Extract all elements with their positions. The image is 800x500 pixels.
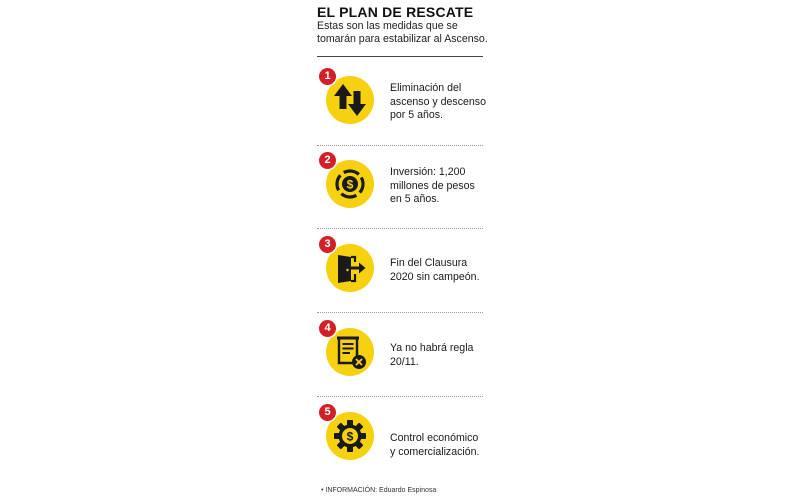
item-divider xyxy=(317,228,483,229)
item-text: Ya no habrá regla 20/11. xyxy=(390,342,474,368)
cancelled-document-icon xyxy=(326,328,374,376)
item-icon-circle xyxy=(326,412,374,460)
item-text: Control económico y comercialización. xyxy=(390,432,480,458)
item-divider xyxy=(317,145,483,146)
item-divider xyxy=(317,396,483,397)
money-circle-icon xyxy=(326,160,374,208)
exit-door-icon xyxy=(326,244,374,292)
measure-item-5 xyxy=(315,400,487,484)
item-text: Fin del Clausura 2020 sin campeón. xyxy=(390,257,480,283)
item-icon-circle xyxy=(326,244,374,292)
item-number-badge: 1 xyxy=(319,68,336,85)
item-number-badge: 3 xyxy=(319,236,336,253)
infographic-panel xyxy=(315,0,487,500)
infographic-title: EL PLAN DE RESCATE xyxy=(317,4,474,20)
item-number-badge: 4 xyxy=(319,320,336,337)
source-credit: • INFORMACIÓN: Eduardo Espinosa xyxy=(321,487,437,494)
item-number-badge: 5 xyxy=(319,404,336,421)
measure-item-1 xyxy=(315,64,487,148)
svg-text:$: $ xyxy=(346,429,354,444)
item-number-badge: 2 xyxy=(319,152,336,169)
infographic-subtitle: Estas son las medidas que se tomarán para estabilizar al Ascenso. xyxy=(317,20,488,45)
measure-item-4 xyxy=(315,316,487,400)
item-text: Eliminación del ascenso y descenso por 5 años. xyxy=(390,82,486,121)
up-down-arrows-icon xyxy=(326,76,374,124)
item-text: Inversión: 1,200 millones de pesos en 5 años. xyxy=(390,166,475,205)
item-icon-circle xyxy=(326,76,374,124)
svg-text:$: $ xyxy=(346,177,354,192)
item-icon-circle xyxy=(326,328,374,376)
measure-item-3 xyxy=(315,232,487,316)
money-gear-icon xyxy=(326,412,374,460)
item-icon-circle xyxy=(326,160,374,208)
measure-item-2 xyxy=(315,148,487,232)
item-divider xyxy=(317,312,483,313)
header-divider xyxy=(317,56,483,57)
